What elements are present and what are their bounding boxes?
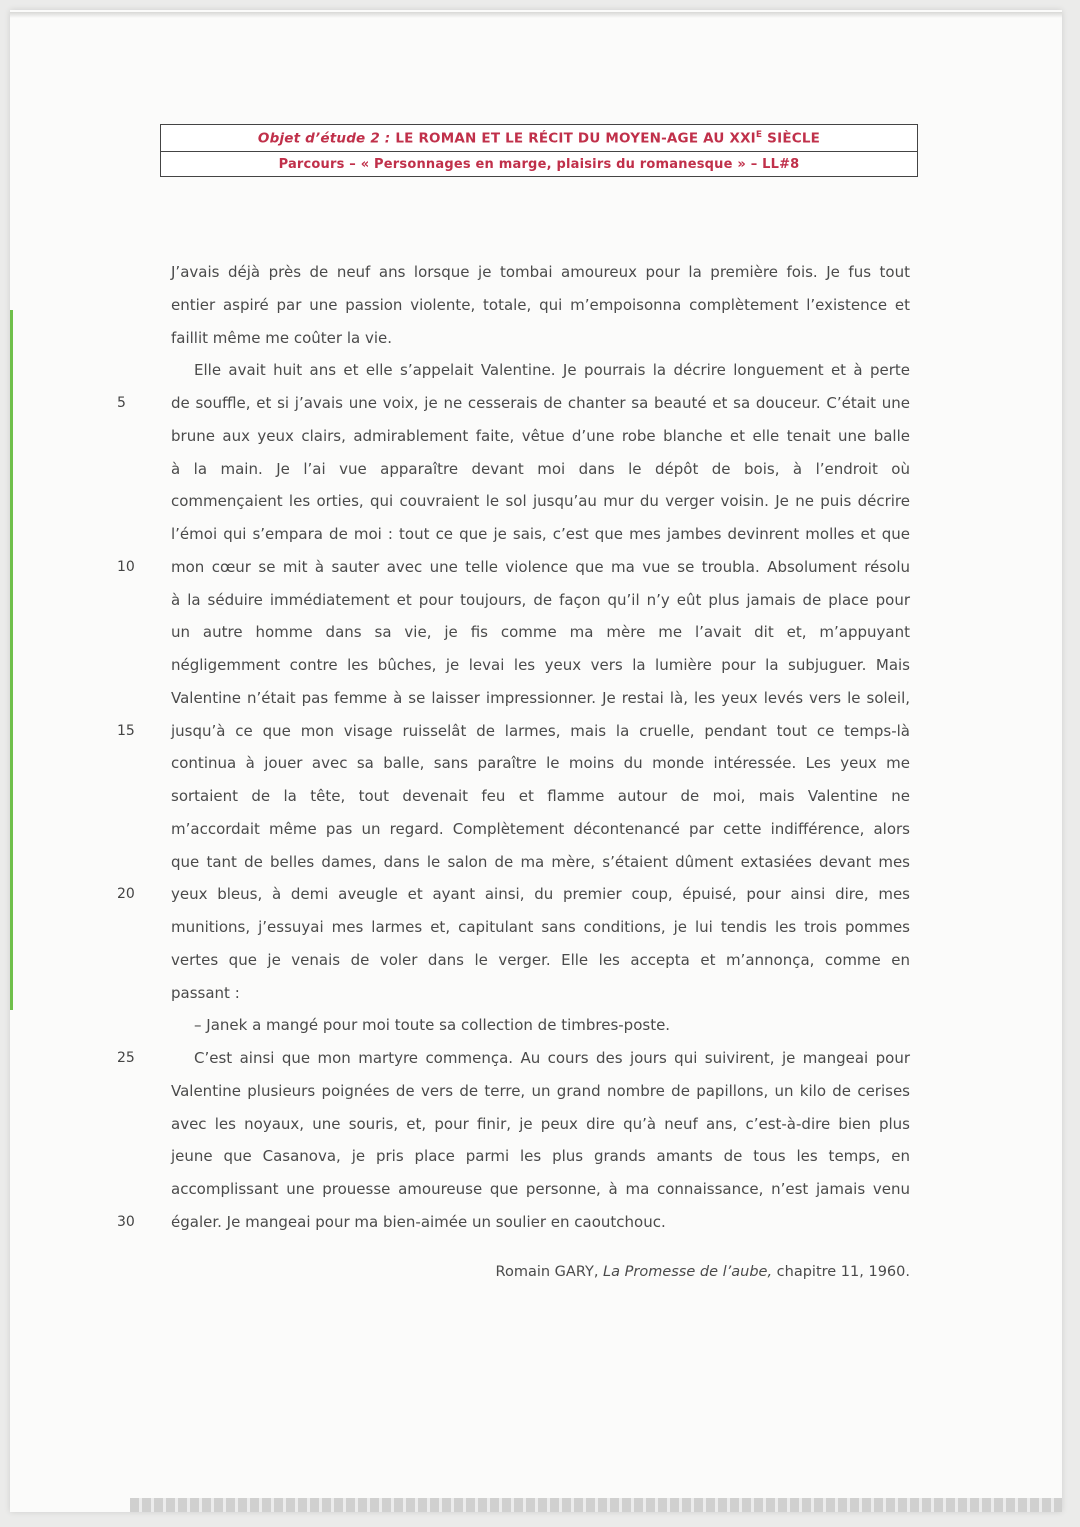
text-line: entier aspiré par une passion violente, totale, qui m’empoisonna complètement l’existence et [171,295,910,314]
text-line: C’est ainsi que mon martyre commença. Au cours des jours qui suivirent, je mangeai pour [194,1049,910,1067]
excerpt-body [171,256,910,1239]
text-line: continua à jouer avec sa balle, sans paraître le moins du monde intéressée. Les yeux me [171,754,910,773]
scan-bottom-strip [130,1498,1062,1512]
text-line: vertes que je venais de voler dans le verger. Elle les accepta et m’annonça, comme en [171,950,910,969]
scan-top-edge [10,12,1062,18]
text-line: l’émoi qui s’empara de moi : tout ce que je sais, c’est que mes jambes devinrent molles et que [171,525,910,543]
citation-details: chapitre 11, 1960. [776,1264,910,1280]
text-line: que tant de belles dames, dans le salon de ma mère, s’étaient dûment extasiées devant mes [171,852,910,871]
text-line: à la séduire immédiatement et pour toujours, de façon qu’il n’y eût plus jamais de place pour [171,590,910,609]
text-line: jusqu’à ce que mon visage ruisselât de larmes, mais la cruelle, pendant tout ce temps-là [171,721,910,740]
scan-left-edge-mark [10,310,13,1010]
text-line: Valentine plusieurs poignées de vers de terre, un grand nombre de papillons, un kilo de cerises [171,1081,910,1100]
line-number: 15 [117,722,135,739]
text-line: avec les noyaux, une souris, et, pour finir, je peux dire qu’à neuf ans, c’est-à-dire bien plus [171,1114,910,1133]
text-line: commençaient les orties, qui couvraient le sol jusqu’au mur du verger voisin. Je ne puis décrire [171,492,910,511]
text-line: passant : [171,983,240,1002]
text-line: brune aux yeux clairs, admirablement faite, vêtue d’une robe blanche et elle tenait une balle [171,426,910,445]
text-line: – Janek a mangé pour moi toute sa collection de timbres-poste. [194,1016,671,1035]
text-line: un autre homme dans sa vie, je fis comme ma mère me l’avait dit et, m’appuyant [171,623,910,642]
objet-sup: E [755,130,763,140]
line-number: 25 [117,1050,135,1066]
text-line: négligemment contre les bûches, je levai les yeux vers la lumière pour la subjuguer. Mais [171,656,910,674]
citation-title: La Promesse de l’aube, [603,1264,773,1280]
parcours-row [161,151,917,176]
line-number: 30 [117,1213,135,1230]
text-line: faillit même me coûter la vie. [171,328,392,347]
study-header-box [160,124,918,177]
line-number: 5 [117,395,126,411]
objet-title: LE ROMAN ET LE RÉCIT DU MOYEN-AGE AU XXI [395,130,756,147]
objet-etude-row [161,125,917,151]
text-line: à la main. Je l’ai vue apparaître devant moi dans le dépôt de bois, à l’endroit où [171,459,910,478]
line-number: 20 [117,886,135,903]
text-line: m’accordait même pas un regard. Complètement décontenancé par cette indifférence, alors [171,819,910,838]
text-line: mon cœur se mit à sauter avec une telle violence que ma vue se troubla. Absolument résolu [171,557,910,576]
text-line: munitions, j’essuyai mes larmes et, capitulant sans conditions, je lui tendis les trois pommes [171,918,910,936]
text-line: jeune que Casanova, je pris place parmi les plus grands amants de tous les temps, en [171,1147,910,1166]
text-line: Valentine n’était pas femme à se laisser impressionner. Je restai là, les yeux levés vers le soleil, [171,688,910,707]
document-page [10,10,1062,1512]
text-line: de souffle, et si j’avais une voix, je ne cesserais de chanter sa beauté et sa douceur. C’était une [171,394,910,412]
objet-label: Objet d’étude 2 : [257,130,391,147]
citation [496,1264,910,1280]
parcours-text: Parcours – « Personnages en marge, plaisirs du romanesque » – LL#8 [278,156,800,172]
text-line: J’avais déjà près de neuf ans lorsque je tombai amoureux pour la première fois. Je fus tout [171,263,910,281]
text-line: Elle avait huit ans et elle s’appelait Valentine. Je pourrais la décrire longuement et à perte [194,361,910,380]
text-line: sortaient de la tête, tout devenait feu et flamme autour de moi, mais Valentine ne [171,787,910,805]
text-line: accomplissant une prouesse amoureuse que personne, à ma connaissance, n’est jamais venu [171,1180,910,1198]
text-line: yeux bleus, à demi aveugle et ayant ainsi, du premier coup, épuisé, pour ainsi dire, mes [171,885,910,904]
line-number: 10 [117,558,135,575]
citation-author: Romain GARY, [495,1264,599,1280]
objet-end: SIÈCLE [767,130,821,147]
text-line: égaler. Je mangeai pour ma bien-aimée un soulier en caoutchouc. [171,1212,666,1231]
